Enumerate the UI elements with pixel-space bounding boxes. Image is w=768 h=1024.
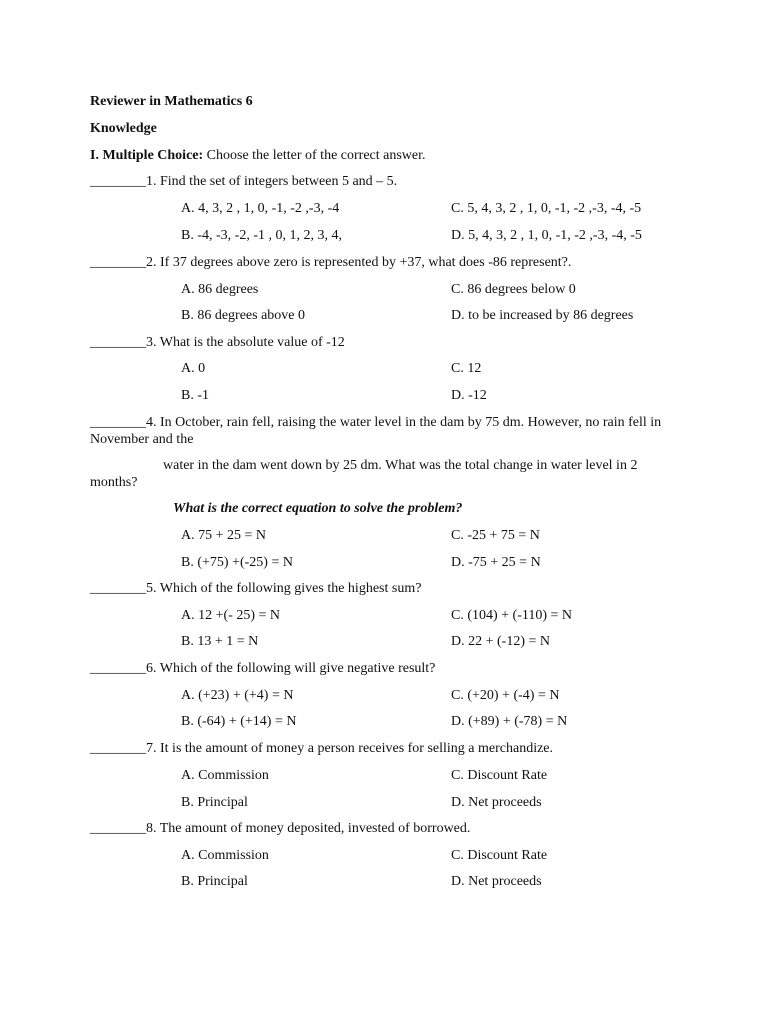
question-8-option-d: D. Net proceeds xyxy=(451,874,542,889)
question-7-option-a: A. Commission xyxy=(181,768,269,783)
question-5-option-c: C. (104) + (-110) = N xyxy=(451,608,573,623)
question-8-stem: ________8. The amount of money deposited, invested of borrowed. xyxy=(90,821,471,836)
question-7-stem: ________7. It is the amount of money a person receives for selling a merchandize. xyxy=(90,741,554,756)
question-6-option-a: A. (+23) + (+4) = N xyxy=(181,688,294,703)
question-5-option-a: A. 12 +(- 25) = N xyxy=(181,608,280,623)
question-4-option-a: A. 75 + 25 = N xyxy=(181,528,267,543)
document-title: Reviewer in Mathematics 6 xyxy=(90,94,253,109)
question-8-option-c: C. Discount Rate xyxy=(451,848,548,863)
question-3-stem: ________3. What is the absolute value of -12 xyxy=(90,335,345,350)
question-4-stem-line-4: months? xyxy=(90,475,138,490)
question-1-option-a: A. 4, 3, 2 , 1, 0, -1, -2 ,-3, -4 xyxy=(181,201,340,216)
question-3-option-d: D. -12 xyxy=(451,388,487,403)
question-8-option-b: B. Principal xyxy=(181,874,248,889)
question-2-option-a: A. 86 degrees xyxy=(181,282,259,297)
question-4-option-d: D. -75 + 25 = N xyxy=(451,555,541,570)
question-5-stem: ________5. Which of the following gives the highest sum? xyxy=(90,581,422,596)
question-6-option-c: C. (+20) + (-4) = N xyxy=(451,688,560,703)
question-2-option-b: B. 86 degrees above 0 xyxy=(181,308,306,323)
question-6-stem: ________6. Which of the following will give negative result? xyxy=(90,661,436,676)
question-5-option-b: B. 13 + 1 = N xyxy=(181,634,259,649)
question-3-option-a: A. 0 xyxy=(181,361,206,376)
question-5-option-d: D. 22 + (-12) = N xyxy=(451,634,550,649)
question-8-option-a: A. Commission xyxy=(181,848,269,863)
question-2-stem: ________2. If 37 degrees above zero is represented by +37, what does -86 represent?. xyxy=(90,255,572,270)
question-4-option-c: C. -25 + 75 = N xyxy=(451,528,540,543)
question-7-option-c: C. Discount Rate xyxy=(451,768,548,783)
question-3-option-c: C. 12 xyxy=(451,361,482,376)
question-4-stem-line-1: ________4. In October, rain fell, raising the water level in the dam by 75 dm. However, no rain fell in xyxy=(90,415,662,430)
instructions xyxy=(90,147,426,164)
question-4-prompt: What is the correct equation to solve the problem? xyxy=(173,501,463,516)
question-1-option-d: D. 5, 4, 3, 2 , 1, 0, -1, -2 ,-3, -4, -5 xyxy=(451,228,642,243)
instruction-label: I. Multiple Choice: xyxy=(90,148,204,163)
question-4-stem-line-3: water in the dam went down by 25 dm. What was the total change in water level in 2 xyxy=(163,458,638,473)
question-3-option-b: B. -1 xyxy=(181,388,209,403)
question-2-option-c: C. 86 degrees below 0 xyxy=(451,282,576,297)
question-1-option-c: C. 5, 4, 3, 2 , 1, 0, -1, -2 ,-3, -4, -5 xyxy=(451,201,642,216)
question-1-stem: ________1. Find the set of integers between 5 and – 5. xyxy=(90,174,398,189)
section-heading: Knowledge xyxy=(90,121,157,136)
question-7-option-d: D. Net proceeds xyxy=(451,795,542,810)
instruction-text: Choose the letter of the correct answer. xyxy=(203,148,426,163)
question-1-option-b: B. -4, -3, -2, -1 , 0, 1, 2, 3, 4, xyxy=(181,228,342,243)
question-6-option-b: B. (-64) + (+14) = N xyxy=(181,714,297,729)
question-4-stem-line-2: November and the xyxy=(90,432,194,447)
question-2-option-d: D. to be increased by 86 degrees xyxy=(451,308,634,323)
question-4-option-b: B. (+75) +(-25) = N xyxy=(181,555,293,570)
question-7-option-b: B. Principal xyxy=(181,795,248,810)
question-6-option-d: D. (+89) + (-78) = N xyxy=(451,714,568,729)
